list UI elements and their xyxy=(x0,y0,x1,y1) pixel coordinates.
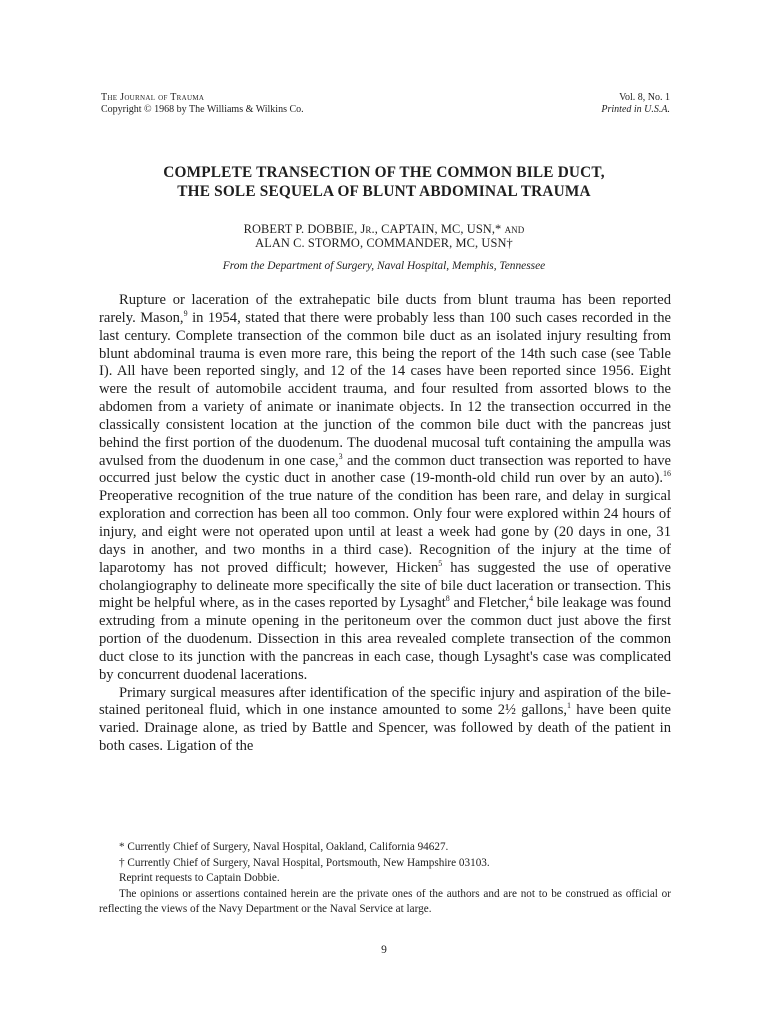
author-1-suffix: Jr. xyxy=(360,222,375,236)
author-block xyxy=(100,222,668,250)
copyright-line: Copyright © 1968 by The Williams & Wilkins Co. xyxy=(101,104,304,115)
text-run: Rupture or laceration of the extrahepatic bile ducts from blunt trauma has been reported rarely. Mason, xyxy=(99,292,671,326)
article-title xyxy=(100,163,668,201)
reference-marker: 3 xyxy=(338,451,343,461)
footnotes xyxy=(99,840,671,918)
title-line-1: COMPLETE TRANSECTION OF THE COMMON BILE DUCT, xyxy=(163,164,605,181)
body-paragraph-2 xyxy=(99,685,671,756)
reference-marker: 4 xyxy=(529,594,534,604)
author-1 xyxy=(100,222,668,236)
reference-marker: 8 xyxy=(445,594,450,604)
body-paragraph-1 xyxy=(99,292,671,685)
running-header-left xyxy=(101,92,304,116)
reference-marker: 5 xyxy=(438,558,443,568)
reference-marker: 1 xyxy=(567,701,572,711)
author-1-rank: , CAPTAIN, MC, USN,* xyxy=(374,222,505,236)
volume-number: Vol. 8, No. 1 xyxy=(619,92,670,103)
reference-marker: 9 xyxy=(183,308,188,318)
text-run: has suggested the use of operative cholangiography to delineate more specifically the site of bile duct laceration or transection. This might be helpful where, as in the cases reported by Lysaght xyxy=(99,559,671,612)
author-2: ALAN C. STORMO, COMMANDER, MC, USN† xyxy=(255,236,513,250)
reference-marker: 16 xyxy=(663,469,671,479)
text-run: and Fletcher, xyxy=(449,595,530,612)
page-number: 9 xyxy=(381,944,387,956)
running-header-right xyxy=(601,92,670,116)
text-run: have been quite varied. Drainage alone, as tried by Battle and Spencer, was followed by death of the patient in both cases. Ligation of the xyxy=(99,702,671,755)
title-line-2: THE SOLE SEQUELA OF BLUNT ABDOMINAL TRAUMA xyxy=(177,183,591,200)
text-run: in 1954, stated that there were probably less than 100 such cases recorded in the last century. Complete transection of the common bile duct as an isolated injury resulting from blunt abdominal trauma is even more rare, this being the report of the 14th such case (see Table I). All have been reported singly, and 12 of the 14 cases have been reported since 1956. Eight were the result of automobile accident trauma, and four resulted from assorted blows to the abdomen from a variety of animate or inanimate objects. In 12 the transection occurred in the classically consistent location at the junction of the common bile duct with the pancreas just behind the first portion of the duodenum. The duodenal mucosal tuft containing the ampulla was avulsed from the duodenum in one case, xyxy=(99,309,672,469)
text-run: bile leakage was found extruding from a minute opening in the peritoneum over the common duct just above the first portion of the duodenum. Dissection in this area revealed complete transection of the common duct close to its junction with the pancreas in each case, though Lysaght's case was complicated by concurrent duodenal lacerations. xyxy=(99,595,672,683)
printed-in: Printed in U.S.A. xyxy=(601,104,670,115)
footnote-2: † Currently Chief of Surgery, Naval Hospital, Portsmouth, New Hampshire 03103. xyxy=(119,856,490,869)
affiliation: From the Department of Surgery, Naval Hospital, Memphis, Tennessee xyxy=(222,260,546,272)
text-run: Primary surgical measures after identification of the specific injury and aspiration of the bile-stained peritoneal fluid, which in one instance amounted to some 2½ gallons, xyxy=(99,684,671,719)
footnote-1: * Currently Chief of Surgery, Naval Hospital, Oakland, California 94627. xyxy=(119,841,449,853)
footnote-3: Reprint requests to Captain Dobbie. xyxy=(119,872,280,884)
text-run: and the common duct transection was reported to have occurred just below the cystic duct in another case (19-month-old child run over by an auto). xyxy=(99,452,671,487)
author-conjunction: and xyxy=(504,222,525,236)
author-1-name: ROBERT P. DOBBIE, xyxy=(243,222,361,236)
journal-name: The Journal of Trauma xyxy=(101,92,205,103)
article-body xyxy=(99,292,671,756)
text-run: Preoperative recognition of the true nature of the condition has been rare, and delay in surgical exploration and correction has been all too common. Only four were explored within 24 hours of injury, and eight were not operated upon until at least a week had gone by (20 days in one, 31 days in another, and two months in a third case). Recognition of the injury at the time of laparotomy has not proved difficult; however, Hicken xyxy=(99,488,671,576)
footnote-4: The opinions or assertions contained herein are the private ones of the authors and are not to be construed as official or reflecting the views of the Navy Department or the Naval Service at large. xyxy=(99,887,671,915)
